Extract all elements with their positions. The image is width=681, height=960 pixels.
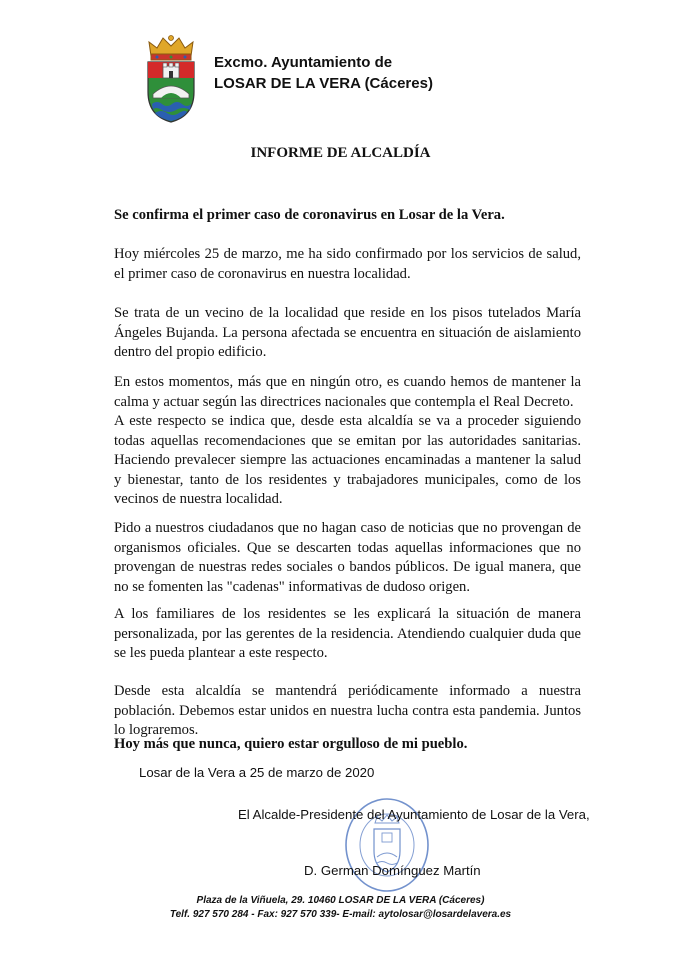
paragraph-text: Pido a nuestros ciudadanos que no hagan caso de noticias que no provengan de organismos oficiales. Que se descarten todas aquellas informaciones que no provengan de nuestras redes sociales o bandos públicos. De igual manera, que no se fomenten las "cadenas" informativas de dudoso origen. — [114, 520, 581, 595]
paragraph-2 — [114, 304, 581, 363]
header-line-2: LOSAR DE LA VERA (Cáceres) — [214, 75, 433, 92]
paragraph-text: Desde esta alcaldía se mantendrá periódicamente informado a nuestra población. Debemos estar unidos en nuestra lucha contra esta pandemia. Juntos lo lograremos. — [114, 683, 581, 738]
paragraph-text: Se trata de un vecino de la localidad que reside en los pisos tutelados María Ángeles Bujanda. La persona afectada se encuentra en situación de aislamiento dentro del propio edificio. — [114, 305, 581, 360]
closing-text: Hoy más que nunca, quiero estar orgulloso de mi pueblo. — [114, 736, 468, 752]
headline-text: Se confirma el primer caso de coronavirus en Losar de la Vera. — [114, 207, 505, 223]
municipality-header — [214, 52, 433, 94]
signatory-name: D. German Domínguez Martín — [304, 863, 481, 878]
paragraph-3 — [114, 373, 581, 510]
signatory-title: El Alcalde-Presidente del Ayuntamiento de Losar de la Vera, — [238, 807, 590, 822]
paragraph-text: A los familiares de los residentes se les explicará la situación de manera personalizada, por las gerentes de la residencia. Atendiendo cualquier duda que se les pueda plantear a este respecto. — [114, 606, 581, 661]
document-title: INFORME DE ALCALDÍA — [250, 145, 431, 161]
paragraph-4 — [114, 519, 581, 597]
municipal-crest-icon — [143, 34, 199, 124]
footer-address: Plaza de la Viñuela, 29. 10460 LOSAR DE LA VERA (Cáceres) — [196, 895, 485, 906]
paragraph-1 — [114, 245, 581, 284]
footer-contact: Telf. 927 570 284 - Fax: 927 570 339- E-mail: aytolosar@losardelavera.es — [169, 909, 512, 920]
headline — [114, 206, 581, 226]
paragraph-text: En estos momentos, más que en ningún otro, es cuando hemos de mantener la calma y actuar según las directrices nacionales que contempla el Real Decreto. — [114, 374, 581, 410]
paragraph-5 — [114, 605, 581, 664]
date-line: Losar de la Vera a 25 de marzo de 2020 — [139, 765, 375, 780]
closing — [114, 735, 581, 755]
paragraph-6 — [114, 682, 581, 741]
header-line-1: Excmo. Ayuntamiento de — [214, 54, 393, 71]
paragraph-text: A este respecto se indica que, desde esta alcaldía se va a proceder siguiendo todas aquellas recomendaciones que se emitan por las autoridades sanitarias. Haciendo prevalecer siempre las actuaciones encaminadas a mantener la salud y bienestar, tanto de los residentes y trabajadores municipales, como de los vecinos de nuestra localidad. — [114, 413, 581, 507]
paragraph-text: Hoy miércoles 25 de marzo, me ha sido confirmado por los servicios de salud, el primer caso de coronavirus en nuestra localidad. — [114, 246, 581, 282]
